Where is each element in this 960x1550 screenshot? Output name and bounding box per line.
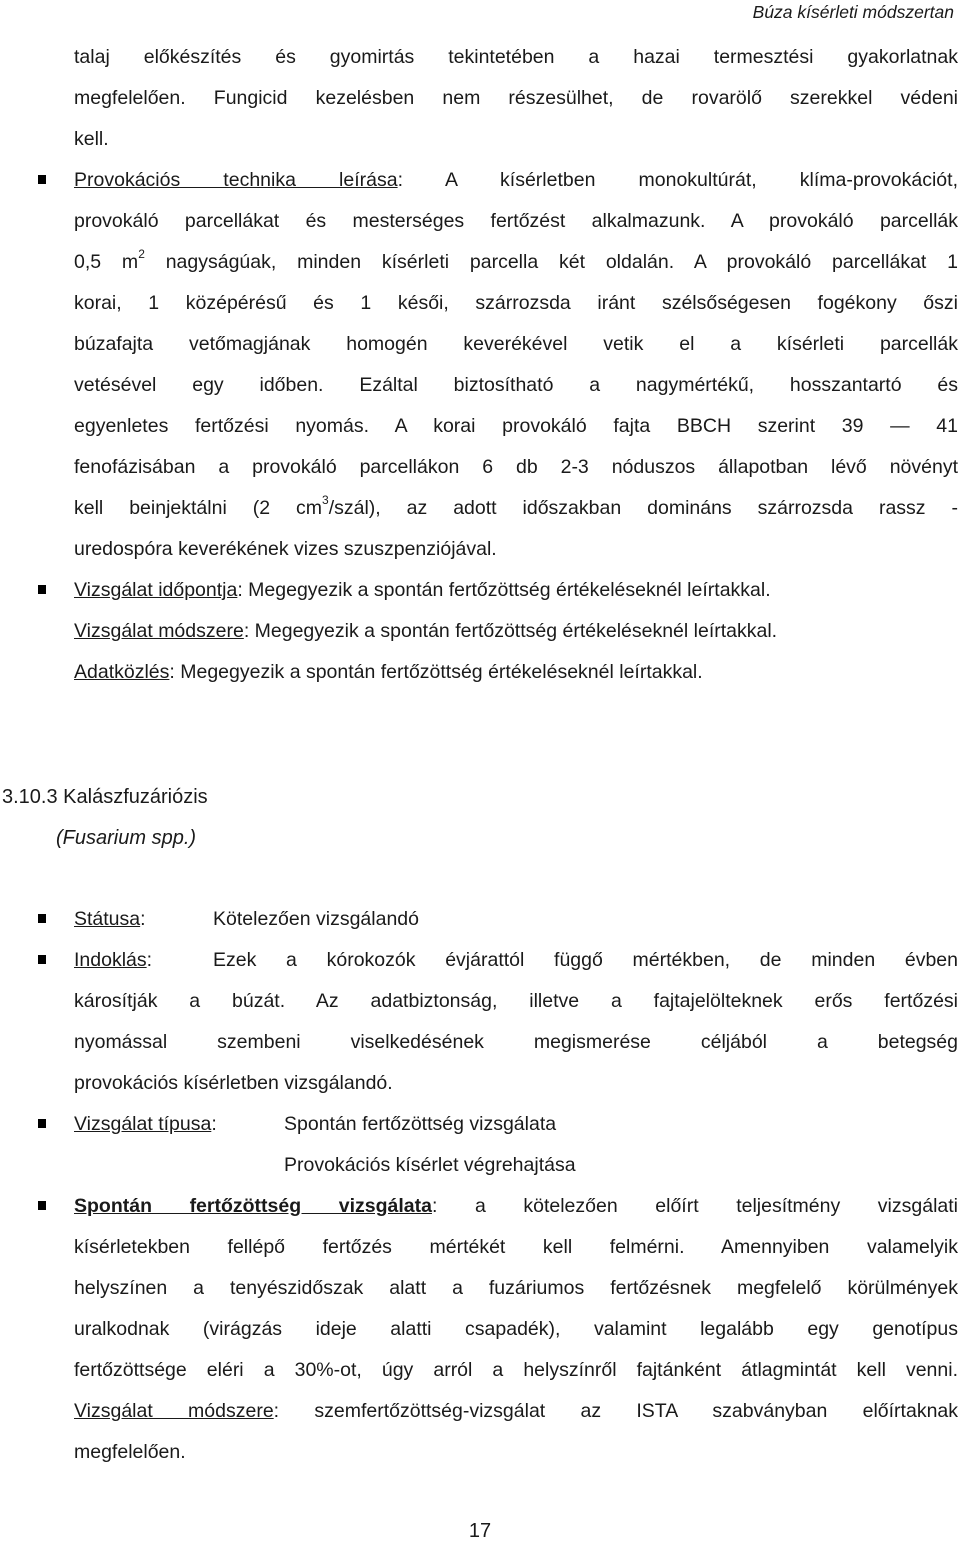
text-line: búzafajta vetőmagjának homogén keverékével vetik el a kísérleti parcellák (74, 333, 958, 355)
text-line: Vizsgálat típusa: Spontán fertőzöttség vizsgálata (74, 1113, 557, 1135)
text-line: Adatközlés: Megegyezik a spontán fertőzöttség értékeléseknél leírtakkal. (74, 661, 703, 683)
data-reporting-label: Adatközlés (74, 661, 170, 683)
text-line: kell. (74, 128, 109, 150)
assessment-details (74, 570, 958, 693)
provocation-technique-paragraph (74, 160, 958, 570)
page-number: 17 (468, 1520, 492, 1542)
assessment-type-value-2: Provokációs kísérlet végrehajtása (284, 1154, 576, 1176)
text-line: Spontán fertőzöttség vizsgálata: a kötelezően előírt teljesítmény vizsgálati (74, 1195, 959, 1217)
assessment-method-label: Vizsgálat módszere (74, 620, 244, 642)
text-line: talaj előkészítés és gyomirtás tekintetében a hazai termesztési gyakorlatnak (74, 46, 958, 68)
text-line (74, 1145, 958, 1186)
spontaneous-infection-paragraph (74, 1186, 958, 1473)
bullet-marker (38, 955, 46, 964)
text-line: Vizsgálat módszere: szemfertőzöttség-vizsgálat az ISTA szabványban előírtaknak (74, 1400, 959, 1422)
section-heading: 3.10.3 Kalászfuzáriózis (2, 786, 208, 808)
text-line: helyszínen a tenyészidőszak alatt a fuzáriumos fertőzésnek megfelelő körülmények (74, 1277, 958, 1299)
text-line: uralkodnak (virágzás ideje alatti csapadék), valamint legalább egy genotípus (74, 1318, 958, 1340)
text-line: fertőzöttsége eléri a 30%-ot, úgy arról a helyszínről fajtánként átlagmintát kell venni. (74, 1359, 958, 1381)
running-header: Búza kísérleti módszertan (752, 2, 954, 22)
bullet-marker (38, 1201, 46, 1210)
intro-paragraph (74, 37, 958, 160)
bullet-marker (38, 1119, 46, 1128)
text-line: Provokációs technika leírása: A kísérletben monokultúrát, klíma-provokációt, (74, 169, 958, 191)
text-line: egyenletes fertőzési nyomás. A korai provokáló fajta BBCH szerint 39 — 41 (74, 415, 958, 437)
text-line: vetésével egy időben. Ezáltal biztosítható a nagymértékű, hosszantartó és (74, 374, 958, 396)
provocation-technique-label: Provokációs technika leírása (74, 169, 398, 191)
bullet-marker (38, 914, 46, 923)
text-line: provokáló parcellákat és mesterséges fertőzést alkalmazunk. A provokáló parcellák (74, 210, 958, 232)
text-line: fenofázisában a provokáló parcellákon 6 db 2-3 nóduszos állapotban lévő növényt (74, 456, 958, 478)
text-line: károsítják a búzát. Az adatbiztonság, illetve a fajtajelölteknek erős fertőzési (74, 990, 958, 1012)
status-value: Kötelezően vizsgálandó (213, 908, 419, 930)
assessment-type-value-1: Spontán fertőzöttség vizsgálata (284, 1113, 557, 1135)
assessment-type-label: Vizsgálat típusa (74, 1113, 212, 1135)
bullet-marker (38, 175, 46, 184)
text-line: uredospóra keverékének vizes szuszpenziójával. (74, 538, 497, 560)
text-line: Vizsgálat módszere: Megegyezik a spontán fertőzöttség értékeléseknél leírtakkal. (74, 620, 778, 642)
section-subtitle: (Fusarium spp.) (56, 827, 197, 849)
justification-paragraph (74, 940, 958, 1104)
justification-label: Indoklás (74, 949, 147, 971)
text-line: kísérletekben fellépő fertőzés mértékét kell felmérni. Amennyiben valamelyik (74, 1236, 958, 1258)
text-line: Státusa: Kötelezően vizsgálandó (74, 908, 419, 930)
spontaneous-infection-label: Spontán fertőzöttség vizsgálata (74, 1195, 432, 1217)
assessment-type (74, 1104, 958, 1186)
status-row (74, 899, 958, 940)
text-line: kell beinjektálni (2 $cm^3/szál$), az adott időszakban domináns szárrozsda rassz - (74, 493, 958, 519)
text-line: Vizsgálat időpontja: Megegyezik a spontán fertőzöttség értékeléseknél leírtakkal. (74, 579, 771, 601)
text-line: Indoklás: Ezek a kórokozók évjárattól függő mértékben, de minden évben (74, 949, 958, 971)
text-line: nyomással szembeni viselkedésének megismerése céljából a betegség (74, 1031, 958, 1053)
bullet-marker (38, 585, 46, 594)
text-line: megfelelően. Fungicid kezelésben nem részesülhet, de rovarölő szerekkel védeni (74, 87, 958, 109)
assessment-date-label: Vizsgálat időpontja (74, 579, 238, 601)
text-line: 0,5 $m^2$ nagyságúak, minden kísérleti parcella két oldalán. A provokáló parcellákat 1 (74, 247, 958, 273)
text-line: provokációs kísérletben vizsgálandó. (74, 1072, 393, 1094)
method-label: Vizsgálat módszere (74, 1400, 274, 1422)
status-label: Státusa (74, 908, 141, 930)
text-line: megfelelően. (74, 1441, 186, 1463)
text-line: korai, 1 középérésű és 1 késői, szárrozsda iránt szélsőségesen fogékony őszi (74, 292, 958, 314)
